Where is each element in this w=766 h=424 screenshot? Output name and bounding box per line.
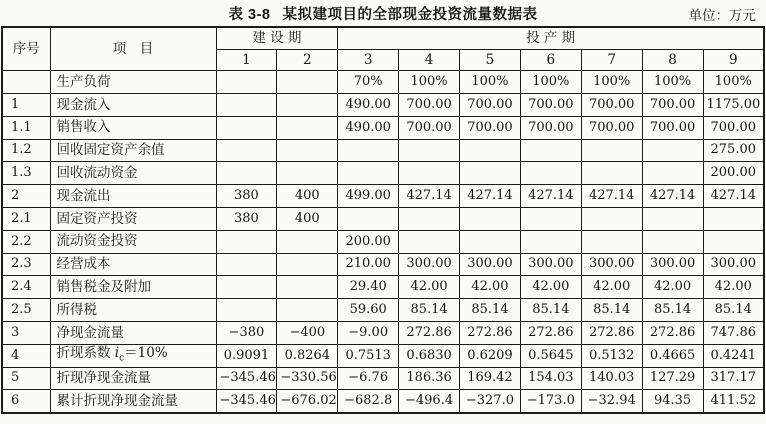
value-cell — [399, 162, 460, 185]
value-cell: 300.00 — [520, 253, 581, 276]
value-cell: −345.46 — [216, 367, 277, 390]
value-cell: 427.14 — [460, 185, 521, 208]
header-seq: 序号 — [2, 27, 50, 71]
header-item: 项 目 — [50, 27, 216, 71]
value-cell: 490.00 — [338, 94, 399, 117]
seq-cell: 1 — [2, 94, 50, 117]
table-row — [2, 344, 764, 367]
value-cell — [581, 208, 642, 231]
seq-cell: 1.1 — [2, 116, 50, 139]
item-cell: 回收流动资金 — [50, 162, 216, 185]
period-col-8: 8 — [642, 50, 703, 71]
seq-cell: 5 — [2, 367, 50, 390]
value-cell: 490.00 — [338, 116, 399, 139]
value-cell: 100% — [460, 71, 521, 94]
value-cell — [277, 139, 338, 162]
value-cell: 427.14 — [642, 185, 703, 208]
value-cell: 85.14 — [703, 299, 764, 322]
seq-cell: 1.2 — [2, 139, 50, 162]
value-cell: 0.5645 — [520, 344, 581, 367]
value-cell: 380 — [216, 208, 277, 231]
value-cell: 300.00 — [399, 253, 460, 276]
header-production-period: 投 产 期 — [338, 27, 764, 50]
item-cell: 流动资金投资 — [50, 230, 216, 253]
value-cell: 42.00 — [703, 276, 764, 299]
value-cell: 1175.00 — [703, 94, 764, 117]
value-cell: 400 — [277, 208, 338, 231]
value-cell: 747.86 — [703, 322, 764, 345]
value-cell: −327.0 — [460, 390, 521, 413]
value-cell: 94.35 — [642, 390, 703, 413]
value-cell: 0.6830 — [399, 344, 460, 367]
value-cell: 300.00 — [581, 253, 642, 276]
value-cell: −32.94 — [581, 390, 642, 413]
item-cell: 生产负荷 — [50, 71, 216, 94]
value-cell — [338, 162, 399, 185]
table-title — [229, 7, 538, 23]
value-cell — [277, 71, 338, 94]
value-cell: 85.14 — [581, 299, 642, 322]
value-cell — [642, 139, 703, 162]
table-row — [2, 116, 764, 139]
item-cell: 销售税金及附加 — [50, 276, 216, 299]
value-cell: 272.86 — [399, 322, 460, 345]
item-label-subscript: c — [119, 354, 125, 365]
value-cell: 42.00 — [642, 276, 703, 299]
seq-cell: 1.3 — [2, 162, 50, 185]
value-cell — [216, 253, 277, 276]
value-cell — [703, 208, 764, 231]
value-cell — [520, 230, 581, 253]
period-col-5: 5 — [460, 50, 521, 71]
value-cell: 200.00 — [703, 162, 764, 185]
value-cell: 700.00 — [460, 94, 521, 117]
table-row — [2, 322, 764, 345]
value-cell: 42.00 — [581, 276, 642, 299]
value-cell — [460, 230, 521, 253]
value-cell — [216, 299, 277, 322]
value-cell: 85.14 — [399, 299, 460, 322]
value-cell: 0.7513 — [338, 344, 399, 367]
value-cell — [277, 299, 338, 322]
value-cell: −682.8 — [338, 390, 399, 413]
item-cell: 销售收入 — [50, 116, 216, 139]
table-row — [2, 230, 764, 253]
value-cell: 700.00 — [581, 94, 642, 117]
period-col-7: 7 — [581, 50, 642, 71]
value-cell: 100% — [520, 71, 581, 94]
value-cell — [399, 139, 460, 162]
value-cell: 427.14 — [520, 185, 581, 208]
value-cell — [399, 230, 460, 253]
value-cell — [703, 230, 764, 253]
value-cell: 272.86 — [581, 322, 642, 345]
value-cell: 186.36 — [399, 367, 460, 390]
value-cell — [338, 208, 399, 231]
seq-cell: 2.4 — [2, 276, 50, 299]
seq-cell: 2.3 — [2, 253, 50, 276]
item-cell: 固定资产投资 — [50, 208, 216, 231]
value-cell: 0.5132 — [581, 344, 642, 367]
value-cell: 100% — [399, 71, 460, 94]
item-cell — [50, 344, 216, 367]
value-cell — [460, 139, 521, 162]
value-cell: 154.03 — [520, 367, 581, 390]
value-cell — [642, 230, 703, 253]
value-cell: 400 — [277, 185, 338, 208]
value-cell: 0.6209 — [460, 344, 521, 367]
seq-cell: 3 — [2, 322, 50, 345]
value-cell — [216, 71, 277, 94]
value-cell: 42.00 — [520, 276, 581, 299]
value-cell: 275.00 — [703, 139, 764, 162]
table-row — [2, 162, 764, 185]
value-cell: 700.00 — [642, 116, 703, 139]
value-cell — [338, 139, 399, 162]
table-row — [2, 71, 764, 94]
value-cell — [520, 162, 581, 185]
value-cell: 272.86 — [520, 322, 581, 345]
value-cell: 317.17 — [703, 367, 764, 390]
value-cell — [216, 276, 277, 299]
period-col-6: 6 — [520, 50, 581, 71]
value-cell: 169.42 — [460, 367, 521, 390]
period-col-2: 2 — [277, 50, 338, 71]
value-cell — [277, 162, 338, 185]
item-cell: 所得税 — [50, 299, 216, 322]
value-cell — [216, 116, 277, 139]
period-col-3: 3 — [338, 50, 399, 71]
value-cell — [460, 162, 521, 185]
value-cell: 700.00 — [520, 116, 581, 139]
table-row — [2, 390, 764, 413]
value-cell: 700.00 — [581, 116, 642, 139]
value-cell — [277, 116, 338, 139]
period-col-9: 9 — [703, 50, 764, 71]
item-cell: 回收固定资产余值 — [50, 139, 216, 162]
value-cell: 210.00 — [338, 253, 399, 276]
value-cell: 140.03 — [581, 367, 642, 390]
table-row — [2, 367, 764, 390]
seq-cell: 6 — [2, 390, 50, 413]
value-cell — [399, 208, 460, 231]
value-cell: 380 — [216, 185, 277, 208]
item-cell: 经营成本 — [50, 253, 216, 276]
value-cell — [520, 139, 581, 162]
value-cell: 0.4241 — [703, 344, 764, 367]
value-cell — [581, 230, 642, 253]
value-cell: 427.14 — [399, 185, 460, 208]
value-cell — [460, 208, 521, 231]
item-label-part: 折现系数 — [56, 345, 115, 362]
value-cell: 42.00 — [460, 276, 521, 299]
value-cell — [642, 208, 703, 231]
value-cell — [216, 162, 277, 185]
value-cell: 427.14 — [703, 185, 764, 208]
table-row — [2, 276, 764, 299]
value-cell: 300.00 — [703, 253, 764, 276]
item-cell: 现金流出 — [50, 185, 216, 208]
table-caption — [0, 0, 766, 26]
table-header — [2, 27, 764, 71]
value-cell — [277, 94, 338, 117]
value-cell: −400 — [277, 322, 338, 345]
value-cell: 70% — [338, 71, 399, 94]
seq-cell: 2.5 — [2, 299, 50, 322]
value-cell: −6.76 — [338, 367, 399, 390]
seq-cell: 2.1 — [2, 208, 50, 231]
cash-flow-table — [1, 26, 765, 414]
table-row — [2, 139, 764, 162]
item-label-part: ＝10% — [124, 345, 168, 362]
table-row — [2, 208, 764, 231]
value-cell — [216, 94, 277, 117]
value-cell — [216, 139, 277, 162]
table-row — [2, 94, 764, 117]
value-cell: 0.8264 — [277, 344, 338, 367]
table-row — [2, 253, 764, 276]
value-cell: 700.00 — [642, 94, 703, 117]
value-cell: 85.14 — [520, 299, 581, 322]
item-label-part: i — [114, 345, 120, 362]
value-cell: 300.00 — [460, 253, 521, 276]
value-cell: 127.29 — [642, 367, 703, 390]
value-cell: 59.60 — [338, 299, 399, 322]
value-cell — [216, 230, 277, 253]
period-col-4: 4 — [399, 50, 460, 71]
table-row — [2, 299, 764, 322]
value-cell — [581, 162, 642, 185]
value-cell — [277, 253, 338, 276]
table-title-text: 某拟建项目的全部现金投资流量数据表 — [282, 7, 538, 23]
value-cell: 85.14 — [642, 299, 703, 322]
value-cell: 272.86 — [642, 322, 703, 345]
seq-cell: 4 — [2, 344, 50, 367]
value-cell: −9.00 — [338, 322, 399, 345]
value-cell: 700.00 — [703, 116, 764, 139]
value-cell: 85.14 — [460, 299, 521, 322]
value-cell: −173.0 — [520, 390, 581, 413]
header-construction-period: 建 设 期 — [216, 27, 338, 50]
value-cell: 700.00 — [399, 116, 460, 139]
item-cell: 净现金流量 — [50, 322, 216, 345]
table-number: 表 3-8 — [228, 7, 271, 23]
seq-cell: 2.2 — [2, 230, 50, 253]
value-cell — [642, 162, 703, 185]
value-cell: 42.00 — [399, 276, 460, 299]
value-cell: 700.00 — [520, 94, 581, 117]
value-cell — [581, 139, 642, 162]
value-cell: 411.52 — [703, 390, 764, 413]
seq-cell — [2, 71, 50, 94]
table-row — [2, 185, 764, 208]
item-cell: 累计折现净现金流量 — [50, 390, 216, 413]
period-col-1: 1 — [216, 50, 277, 71]
unit-label: 单位：万元 — [688, 8, 756, 24]
value-cell — [520, 208, 581, 231]
item-cell: 折现净现金流量 — [50, 367, 216, 390]
value-cell: 29.40 — [338, 276, 399, 299]
value-cell: 272.86 — [460, 322, 521, 345]
value-cell: −676.02 — [277, 390, 338, 413]
value-cell: −330.56 — [277, 367, 338, 390]
value-cell: 700.00 — [399, 94, 460, 117]
table-body — [2, 71, 764, 413]
seq-cell: 2 — [2, 185, 50, 208]
value-cell: 0.4665 — [642, 344, 703, 367]
value-cell: 200.00 — [338, 230, 399, 253]
item-cell: 现金流入 — [50, 94, 216, 117]
value-cell: −496.4 — [399, 390, 460, 413]
header-row-groups — [2, 27, 764, 50]
value-cell: 0.9091 — [216, 344, 277, 367]
value-cell: 499.00 — [338, 185, 399, 208]
value-cell: 100% — [642, 71, 703, 94]
value-cell: −380 — [216, 322, 277, 345]
value-cell: 300.00 — [642, 253, 703, 276]
value-cell — [277, 230, 338, 253]
value-cell: 700.00 — [460, 116, 521, 139]
value-cell: 100% — [581, 71, 642, 94]
value-cell: 427.14 — [581, 185, 642, 208]
value-cell: −345.46 — [216, 390, 277, 413]
value-cell: 100% — [703, 71, 764, 94]
value-cell — [277, 276, 338, 299]
